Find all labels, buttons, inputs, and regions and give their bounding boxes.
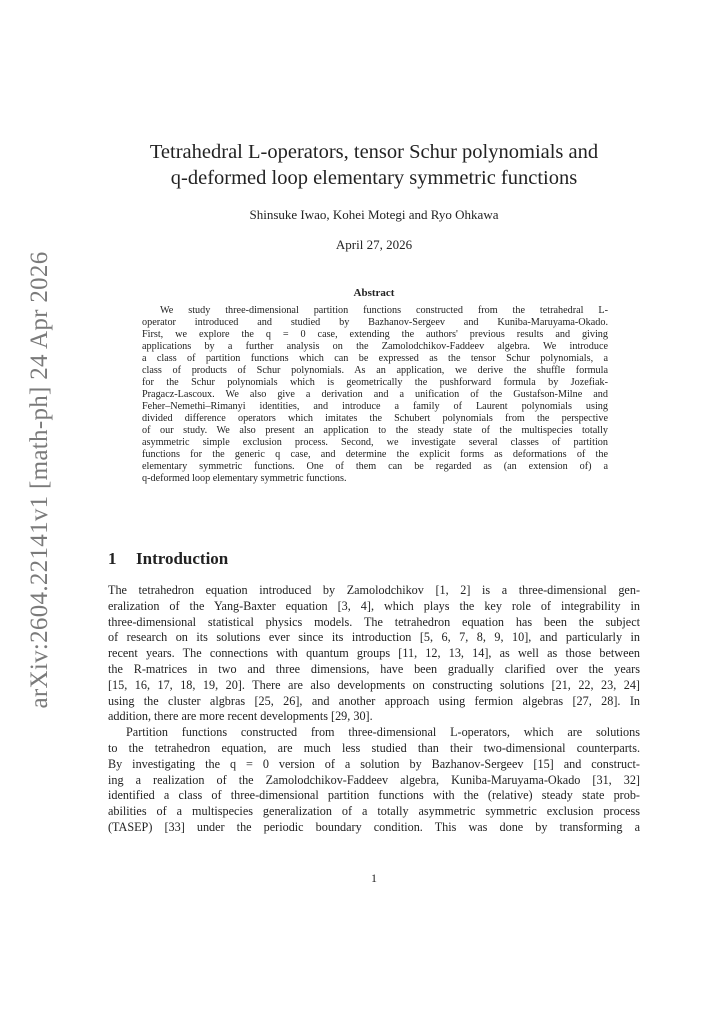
arxiv-sidebar-stamp [20, 251, 60, 709]
arxiv-identifier: arXiv:2604.22141v1 [math-ph] 24 Apr 2026 [26, 251, 53, 709]
body-line: recent years. The connections with quantum groups [11, 12, 13, 14], as well as those between [108, 646, 640, 661]
body-line: identified a class of three-dimensional partition functions with the (relative) steady state prob- [108, 788, 640, 803]
abstract-line: for the Schur polynomials which is geometrically the pushforward formula by Jozefiak- [142, 377, 608, 388]
body-line: [15, 16, 17, 18, 19, 20]. There are also developments on constructing solutions [21, 22, 23, 24] [108, 677, 640, 692]
body-line: Partition functions constructed from three-dimensional L-operators, which are solutions [126, 725, 640, 740]
abstract-line: asymmetric simple exclusion process. Second, we investigate several classes of partition [142, 437, 608, 448]
body-line: using the cluster algbras [25, 26], and another approach using fermion algebras [27, 28]. In [108, 693, 640, 708]
body-line: ing a realization of the Zamolodchikov-Faddeev algebra, Kuniba-Maruyama-Okado [31, 32] [108, 772, 640, 787]
page-number: 1 [371, 871, 377, 885]
body-line: of research on its solutions ever since its introduction [5, 6, 7, 8, 9, 10], and particularly in [108, 630, 640, 645]
body-line: to the tetrahedron equation, are much less studied than their two-dimensional counterparts. [108, 740, 640, 755]
abstract-line: Pragacz-Lascoux. We also give a derivation and a unification of the Gustafson-Milne and [142, 389, 608, 400]
body-line: the R-matrices in two and three dimensions, have been gradually clarified over the years [108, 661, 640, 676]
abstract-heading: Abstract [353, 287, 395, 299]
body-line: (TASEP) [33] under the periodic boundary condition. This was done by transforming a [108, 819, 640, 834]
body-line: The tetrahedron equation introduced by Zamolodchikov [1, 2] is a three-dimensional gen- [108, 583, 640, 597]
body-line: abilities of a multispecies generalization of a totally asymmetric symmetric exclusion process [108, 804, 640, 819]
section-heading [108, 549, 228, 569]
abstract-line: a class of partition functions which can be expressed as the tensor Schur polynomials, a [142, 353, 608, 364]
section-number: 1 [108, 549, 117, 568]
abstract-line: functions for the generic q case, and determine the explicit forms as deformations of the [142, 449, 608, 460]
abstract-line: divided difference operators which imitates the Schubert polynomials from the perspective [142, 413, 608, 424]
body-line: addition, there are more recent developments [29, 30]. [108, 709, 373, 724]
abstract-line: q-deformed loop elementary symmetric functions. [142, 473, 347, 484]
abstract-line: applications by a further analysis on the Zamolodchikov-Faddeev algebra. We introduce [142, 341, 608, 352]
title-line: q-deformed loop elementary symmetric functions [170, 167, 578, 189]
title-line: Tetrahedral L-operators, tensor Schur polynomials and [149, 141, 599, 163]
abstract-line: class of products of Schur polynomials. As an application, we derive the shuffle formula [142, 365, 608, 376]
abstract-line: Feher–Nemethi–Rimanyi identities, and introduce a family of Laurent polynomials using [142, 401, 608, 412]
body-line: three-dimensional statistical physics models. The tetrahedron equation has been the subject [108, 614, 640, 629]
section-title: Introduction [136, 549, 229, 568]
abstract-line: First, we explore the q = 0 case, extending the authors' previous results and giving [142, 329, 608, 340]
paper-date: April 27, 2026 [335, 237, 413, 252]
abstract-line: We study three-dimensional partition functions constructed from the tetrahedral L- [160, 305, 608, 316]
abstract-line: operator introduced and studied by Bazhanov-Sergeev and Kuniba-Maruyama-Okado. [142, 317, 608, 328]
abstract-line: elementary symmetric functions. One of them can be regarded as (an extension of) a [142, 461, 608, 472]
section-body [108, 583, 640, 836]
abstract-line: of our study. We also present an application to the steady state of the multispecies totally [142, 425, 608, 436]
author-list: Shinsuke Iwao, Kohei Motegi and Ryo Ohkawa [249, 207, 499, 222]
paper-title [100, 139, 648, 191]
body-line: By investigating the q = 0 version of a solution by Bazhanov-Sergeev [15] and construct- [108, 756, 640, 771]
abstract-body [142, 305, 608, 485]
body-line: eralization of the Yang-Baxter equation [3, 4], which plays the key role of integrability in [108, 598, 640, 613]
